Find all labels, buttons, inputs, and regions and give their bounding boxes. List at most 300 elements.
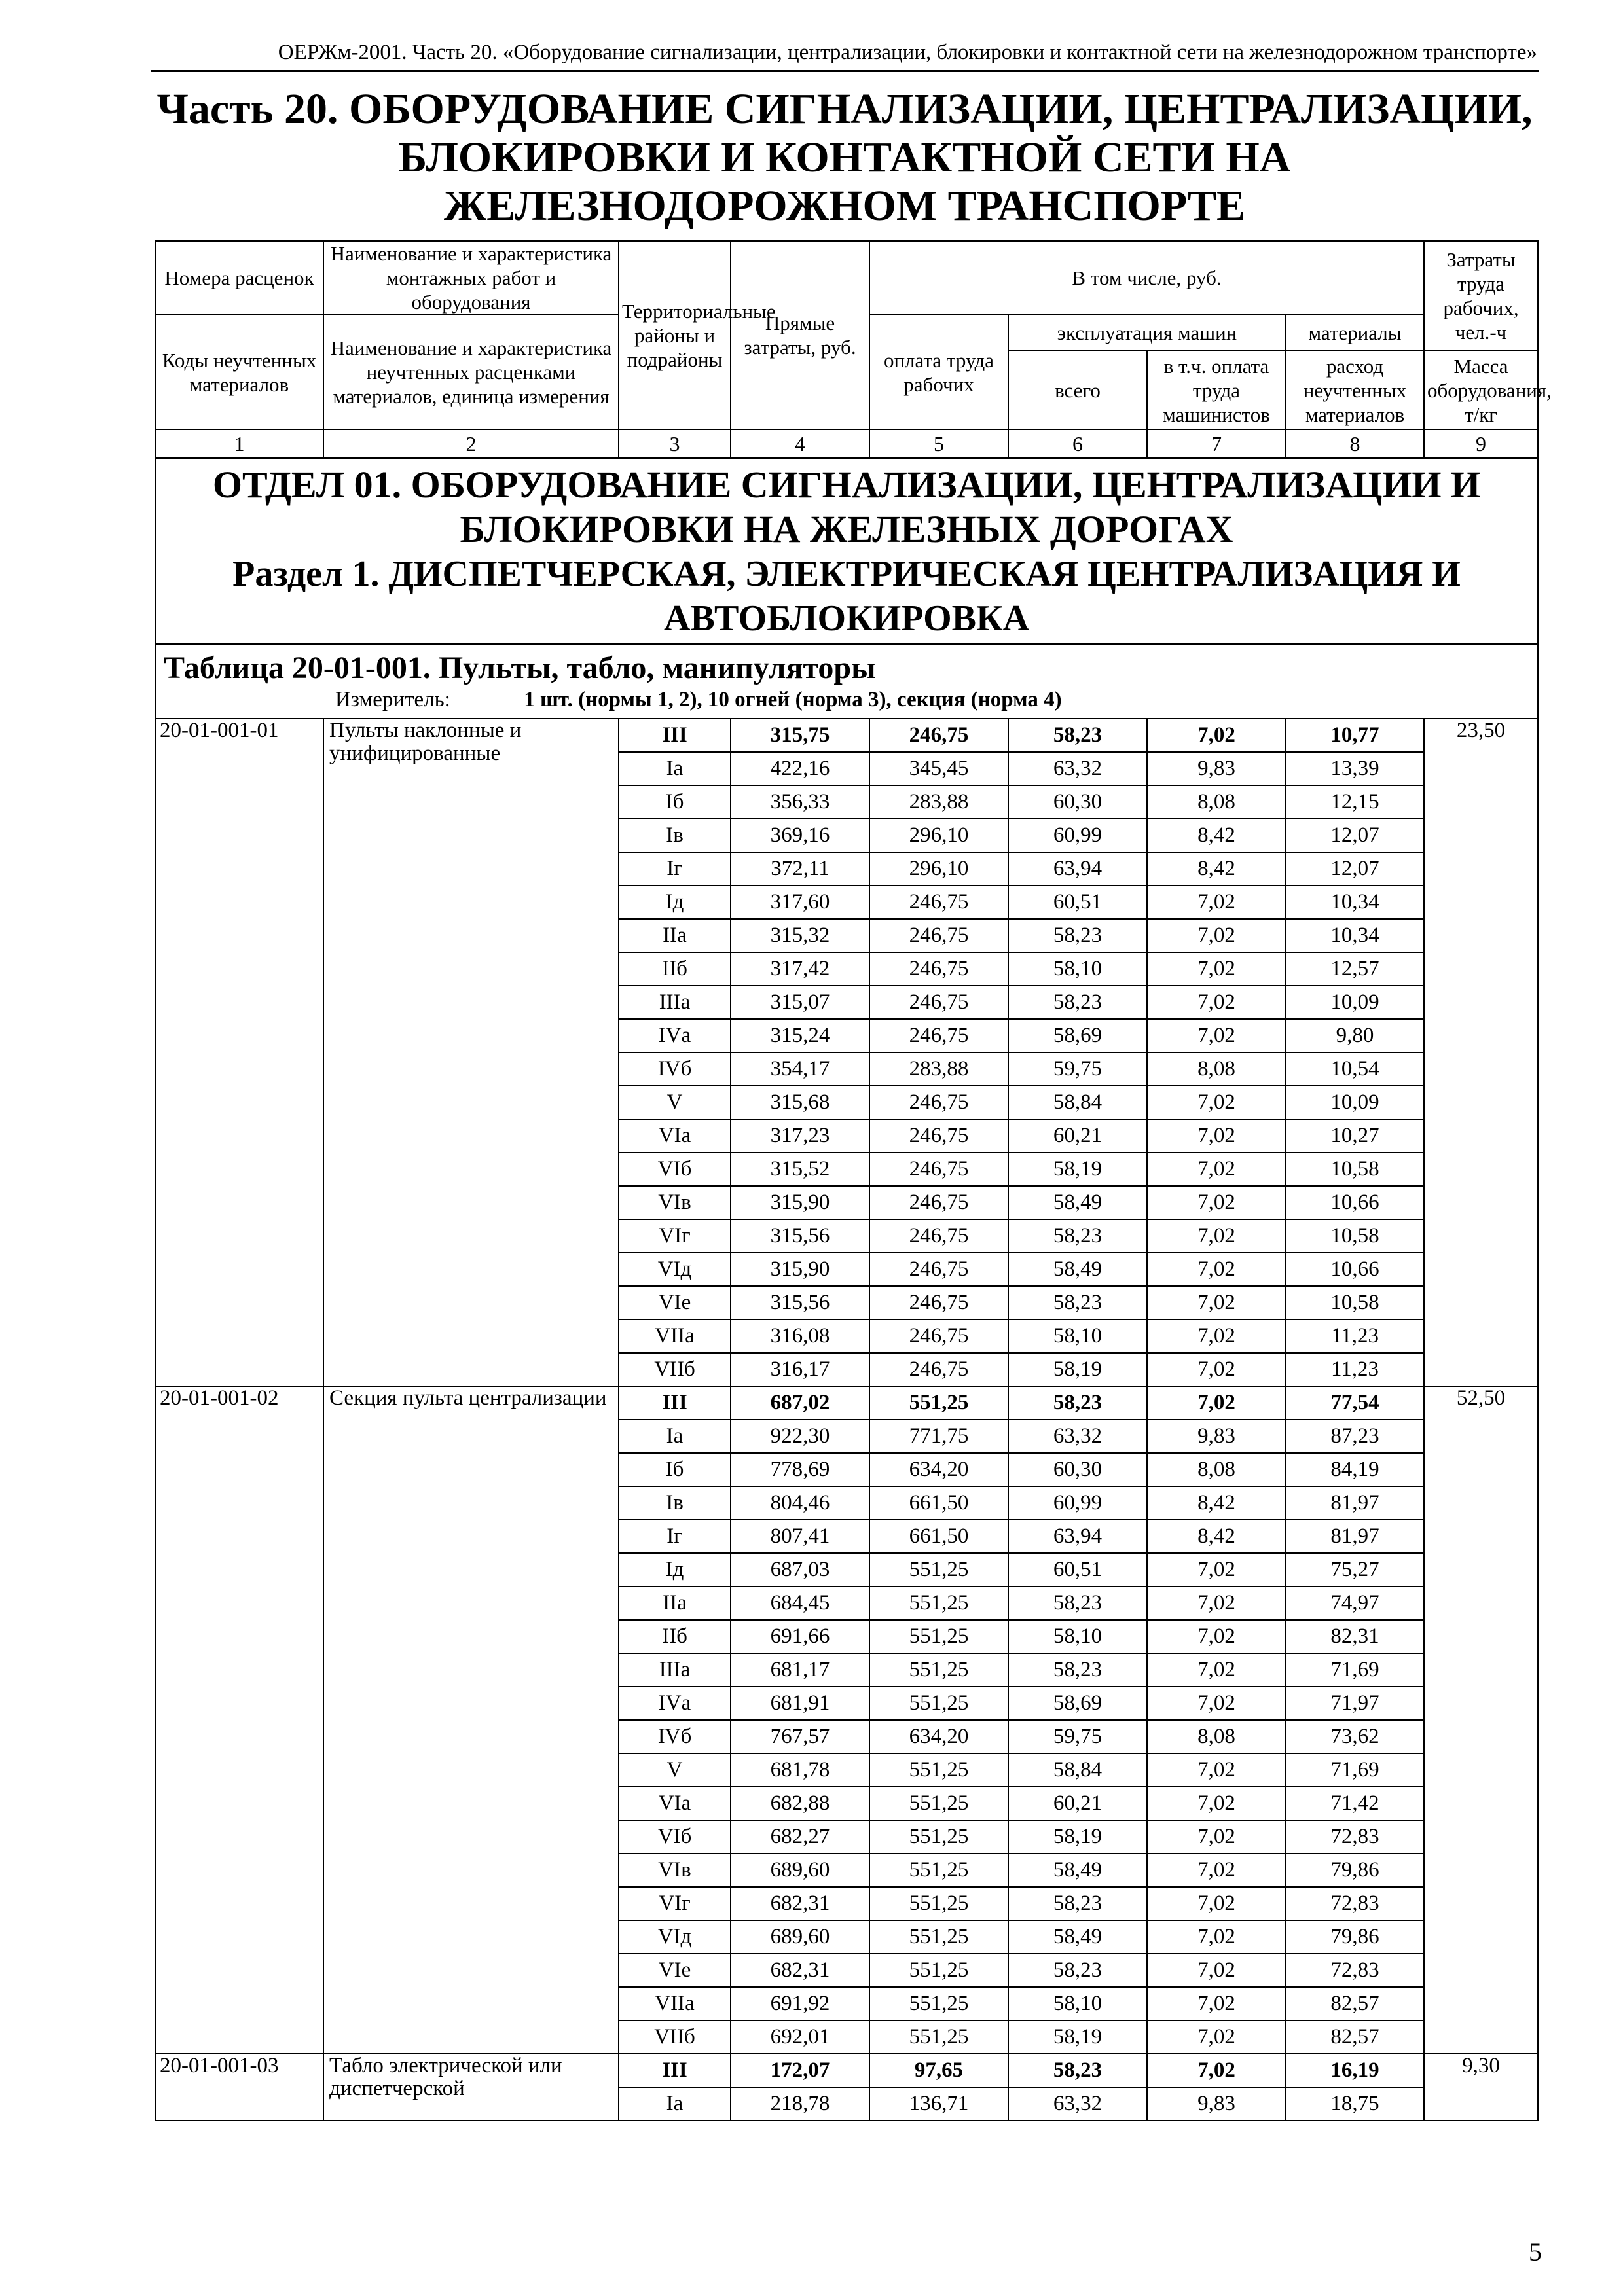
district-cell: V: [619, 1753, 731, 1787]
direct-costs-cell: 804,46: [731, 1486, 869, 1520]
district-cell: IIб: [619, 952, 731, 986]
materials-cell: 79,86: [1286, 1920, 1424, 1954]
direct-costs-cell: 316,17: [731, 1353, 869, 1386]
district-cell: Iа: [619, 2087, 731, 2121]
district-cell: VIд: [619, 1253, 731, 1286]
machines-total-cell: 58,23: [1008, 1653, 1147, 1687]
direct-costs-cell: 682,31: [731, 1954, 869, 1987]
machinist-wages-cell: 8,42: [1147, 1486, 1286, 1520]
direct-costs-cell: 682,27: [731, 1820, 869, 1854]
worker-wages-cell: 771,75: [869, 1420, 1008, 1453]
measure-line: [164, 687, 1529, 713]
direct-costs-cell: 172,07: [731, 2054, 869, 2087]
direct-costs-cell: 315,24: [731, 1019, 869, 1052]
worker-wages-cell: 246,75: [869, 919, 1008, 952]
district-cell: VIа: [619, 1787, 731, 1820]
worker-wages-cell: 551,25: [869, 1987, 1008, 2020]
district-cell: VIе: [619, 1954, 731, 1987]
district-cell: VIг: [619, 1887, 731, 1920]
machines-total-cell: 63,32: [1008, 752, 1147, 785]
header-labor-costs: Затраты труда рабочих, чел.-ч: [1424, 241, 1538, 351]
materials-cell: 71,69: [1286, 1753, 1424, 1787]
machines-total-cell: 58,23: [1008, 986, 1147, 1019]
worker-wages-cell: 296,10: [869, 852, 1008, 886]
materials-cell: 10,58: [1286, 1219, 1424, 1253]
worker-wages-cell: 551,25: [869, 1620, 1008, 1653]
header-equipment-mass: Масса оборудования, т/кг: [1424, 351, 1538, 429]
machines-total-cell: 58,49: [1008, 1253, 1147, 1286]
machinist-wages-cell: 7,02: [1147, 1954, 1286, 1987]
materials-cell: 82,57: [1286, 2020, 1424, 2054]
machinist-wages-cell: 7,02: [1147, 1286, 1286, 1319]
direct-costs-cell: 778,69: [731, 1453, 869, 1486]
direct-costs-cell: 354,17: [731, 1052, 869, 1086]
machinist-wages-cell: 7,02: [1147, 1653, 1286, 1687]
machinist-wages-cell: 7,02: [1147, 886, 1286, 919]
district-cell: III: [619, 719, 731, 752]
materials-cell: 12,07: [1286, 819, 1424, 852]
materials-cell: 18,75: [1286, 2087, 1424, 2121]
machinist-wages-cell: 7,02: [1147, 1019, 1286, 1052]
direct-costs-cell: 315,32: [731, 919, 869, 952]
section-heading: [155, 458, 1538, 644]
column-number: 4: [731, 429, 869, 458]
direct-costs-cell: 687,03: [731, 1553, 869, 1587]
materials-cell: 10,34: [1286, 886, 1424, 919]
column-number: 8: [1286, 429, 1424, 458]
worker-wages-cell: 246,75: [869, 1353, 1008, 1386]
labor-cost: 23,50: [1424, 719, 1538, 1386]
razdel-title: Раздел 1. ДИСПЕТЧЕРСКАЯ, ЭЛЕКТРИЧЕСКАЯ ЦЕНТРАЛИЗАЦИЯ И АВТОБЛОКИРОВКА: [232, 554, 1461, 639]
header-material-codes: Коды неучтенных материалов: [155, 315, 323, 429]
materials-cell: 9,80: [1286, 1019, 1424, 1052]
district-cell: Iг: [619, 852, 731, 886]
machines-total-cell: 58,19: [1008, 1153, 1147, 1186]
worker-wages-cell: 246,75: [869, 1019, 1008, 1052]
district-cell: Iг: [619, 1520, 731, 1553]
district-cell: IIб: [619, 1620, 731, 1653]
machines-total-cell: 63,94: [1008, 852, 1147, 886]
machinist-wages-cell: 7,02: [1147, 2020, 1286, 2054]
rate-code: 20-01-001-02: [155, 1386, 323, 2054]
worker-wages-cell: 246,75: [869, 986, 1008, 1019]
machinist-wages-cell: 7,02: [1147, 1353, 1286, 1386]
machinist-wages-cell: 7,02: [1147, 1687, 1286, 1720]
materials-cell: 10,66: [1286, 1186, 1424, 1219]
column-number: 5: [869, 429, 1008, 458]
materials-cell: 10,27: [1286, 1119, 1424, 1153]
machinist-wages-cell: 9,83: [1147, 1420, 1286, 1453]
header-rate-numbers: Номера расценок: [155, 241, 323, 315]
table-heading: [155, 644, 1538, 719]
district-cell: VIв: [619, 1186, 731, 1219]
worker-wages-cell: 551,25: [869, 1787, 1008, 1820]
worker-wages-cell: 634,20: [869, 1453, 1008, 1486]
worker-wages-cell: 551,25: [869, 1753, 1008, 1787]
district-cell: Iв: [619, 819, 731, 852]
machines-total-cell: 58,19: [1008, 1820, 1147, 1854]
machines-total-cell: 58,49: [1008, 1186, 1147, 1219]
table-row: [155, 2054, 1538, 2087]
materials-cell: 87,23: [1286, 1420, 1424, 1453]
direct-costs-cell: 691,66: [731, 1620, 869, 1653]
header-material-names: Наименование и характеристика неучтенных расценками материалов, единица измерения: [323, 315, 619, 429]
machinist-wages-cell: 7,02: [1147, 1553, 1286, 1587]
part-title: Часть 20. ОБОРУДОВАНИЕ СИГНАЛИЗАЦИИ, ЦЕНТРАЛИЗАЦИИ, БЛОКИРОВКИ И КОНТАКТНОЙ СЕТИ НА ЖЕЛЕЗНОДОРОЖНОМ ТРАНСПОРТЕ: [156, 85, 1533, 230]
header-worker-wages: оплата труда рабочих: [869, 315, 1008, 429]
worker-wages-cell: 246,75: [869, 719, 1008, 752]
worker-wages-cell: 246,75: [869, 1219, 1008, 1253]
rate-name: Табло электрической или диспетчерской: [323, 2054, 619, 2121]
materials-cell: 10,77: [1286, 719, 1424, 752]
machinist-wages-cell: 7,02: [1147, 1253, 1286, 1286]
direct-costs-cell: 317,42: [731, 952, 869, 986]
machinist-wages-cell: 9,83: [1147, 752, 1286, 785]
machines-total-cell: 59,75: [1008, 1052, 1147, 1086]
direct-costs-cell: 681,78: [731, 1753, 869, 1787]
rate-code: 20-01-001-01: [155, 719, 323, 1386]
direct-costs-cell: 315,90: [731, 1186, 869, 1219]
worker-wages-cell: 551,25: [869, 1553, 1008, 1587]
machines-total-cell: 58,84: [1008, 1753, 1147, 1787]
worker-wages-cell: 551,25: [869, 1587, 1008, 1620]
machines-total-cell: 58,10: [1008, 1987, 1147, 2020]
header-unaccounted-materials: расход неучтенных материалов: [1286, 351, 1424, 429]
worker-wages-cell: 246,75: [869, 1319, 1008, 1353]
worker-wages-cell: 551,25: [869, 1653, 1008, 1687]
direct-costs-cell: 682,88: [731, 1787, 869, 1820]
materials-cell: 12,15: [1286, 785, 1424, 819]
machines-total-cell: 58,69: [1008, 1687, 1147, 1720]
district-cell: Iд: [619, 886, 731, 919]
machines-total-cell: 58,19: [1008, 1353, 1147, 1386]
worker-wages-cell: 246,75: [869, 1186, 1008, 1219]
machinist-wages-cell: 7,02: [1147, 1787, 1286, 1820]
machinist-wages-cell: 7,02: [1147, 952, 1286, 986]
machines-total-cell: 60,21: [1008, 1119, 1147, 1153]
materials-cell: 71,42: [1286, 1787, 1424, 1820]
district-cell: VIIб: [619, 2020, 731, 2054]
direct-costs-cell: 689,60: [731, 1920, 869, 1954]
header-machines-total: всего: [1008, 351, 1147, 429]
district-cell: IIа: [619, 919, 731, 952]
materials-cell: 77,54: [1286, 1386, 1424, 1420]
district-cell: IVб: [619, 1052, 731, 1086]
machines-total-cell: 63,32: [1008, 1420, 1147, 1453]
machinist-wages-cell: 7,02: [1147, 1987, 1286, 2020]
column-number: 2: [323, 429, 619, 458]
machines-total-cell: 58,23: [1008, 1954, 1147, 1987]
materials-cell: 82,31: [1286, 1620, 1424, 1653]
district-cell: VIд: [619, 1920, 731, 1954]
machinist-wages-cell: 7,02: [1147, 1620, 1286, 1653]
table-row: [155, 1386, 1538, 1420]
machinist-wages-cell: 8,08: [1147, 1453, 1286, 1486]
column-number: 7: [1147, 429, 1286, 458]
worker-wages-cell: 551,25: [869, 1854, 1008, 1887]
district-cell: IIа: [619, 1587, 731, 1620]
worker-wages-cell: 661,50: [869, 1520, 1008, 1553]
district-cell: IVа: [619, 1019, 731, 1052]
machines-total-cell: 58,23: [1008, 1887, 1147, 1920]
materials-cell: 73,62: [1286, 1720, 1424, 1753]
header-materials: материалы: [1286, 315, 1424, 351]
materials-cell: 79,86: [1286, 1854, 1424, 1887]
direct-costs-cell: 315,07: [731, 986, 869, 1019]
materials-cell: 10,09: [1286, 1086, 1424, 1119]
district-cell: VIIа: [619, 1987, 731, 2020]
department-title: ОТДЕЛ 01. ОБОРУДОВАНИЕ СИГНАЛИЗАЦИИ, ЦЕНТРАЛИЗАЦИИ И БЛОКИРОВКИ НА ЖЕЛЕЗНЫХ ДОРОГАХ: [212, 463, 1481, 550]
page-number: 5: [1529, 2237, 1542, 2267]
materials-cell: 10,66: [1286, 1253, 1424, 1286]
materials-cell: 72,83: [1286, 1887, 1424, 1920]
header-work-name: Наименование и характеристика монтажных работ и оборудования: [323, 241, 619, 315]
direct-costs-cell: 422,16: [731, 752, 869, 785]
machinist-wages-cell: 7,02: [1147, 1920, 1286, 1954]
direct-costs-cell: 315,52: [731, 1153, 869, 1186]
machinist-wages-cell: 7,02: [1147, 1186, 1286, 1219]
header-machine-operation: эксплуатация машин: [1008, 315, 1286, 351]
labor-cost: 52,50: [1424, 1386, 1538, 2054]
column-number: 3: [619, 429, 731, 458]
direct-costs-cell: 691,92: [731, 1987, 869, 2020]
machinist-wages-cell: 7,02: [1147, 986, 1286, 1019]
machinist-wages-cell: 8,42: [1147, 819, 1286, 852]
direct-costs-cell: 369,16: [731, 819, 869, 852]
header-machinist-wages: в т.ч. оплата труда машинистов: [1147, 351, 1286, 429]
worker-wages-cell: 551,25: [869, 1954, 1008, 1987]
district-cell: VIIб: [619, 1353, 731, 1386]
direct-costs-cell: 689,60: [731, 1854, 869, 1887]
materials-cell: 72,83: [1286, 1954, 1424, 1987]
worker-wages-cell: 551,25: [869, 2020, 1008, 2054]
measure-value: 1 шт. (нормы 1, 2), 10 огней (норма 3), секция (норма 4): [524, 688, 1062, 711]
direct-costs-cell: 315,75: [731, 719, 869, 752]
machines-total-cell: 58,49: [1008, 1920, 1147, 1954]
direct-costs-cell: 372,11: [731, 852, 869, 886]
worker-wages-cell: 345,45: [869, 752, 1008, 785]
machines-total-cell: 60,30: [1008, 1453, 1147, 1486]
machines-total-cell: 58,23: [1008, 1587, 1147, 1620]
header-rule: [151, 70, 1539, 72]
machinist-wages-cell: 7,02: [1147, 1219, 1286, 1253]
direct-costs-cell: 315,56: [731, 1219, 869, 1253]
table-title: Таблица 20-01-001. Пульты, табло, манипуляторы: [164, 651, 876, 685]
direct-costs-cell: 692,01: [731, 2020, 869, 2054]
worker-wages-cell: 136,71: [869, 2087, 1008, 2121]
district-cell: Iб: [619, 785, 731, 819]
worker-wages-cell: 283,88: [869, 785, 1008, 819]
table-row: [155, 719, 1538, 752]
district-cell: VIIа: [619, 1319, 731, 1353]
machines-total-cell: 60,51: [1008, 886, 1147, 919]
district-cell: III: [619, 1386, 731, 1420]
worker-wages-cell: 246,75: [869, 1119, 1008, 1153]
direct-costs-cell: 681,17: [731, 1653, 869, 1687]
machinist-wages-cell: 7,02: [1147, 1086, 1286, 1119]
worker-wages-cell: 246,75: [869, 1086, 1008, 1119]
materials-cell: 10,54: [1286, 1052, 1424, 1086]
machines-total-cell: 58,19: [1008, 2020, 1147, 2054]
machinist-wages-cell: 8,08: [1147, 1052, 1286, 1086]
worker-wages-cell: 551,25: [869, 1887, 1008, 1920]
column-number: 6: [1008, 429, 1147, 458]
materials-cell: 71,97: [1286, 1687, 1424, 1720]
machinist-wages-cell: 8,42: [1147, 852, 1286, 886]
district-cell: VIе: [619, 1286, 731, 1319]
direct-costs-cell: 218,78: [731, 2087, 869, 2121]
machines-total-cell: 58,23: [1008, 1386, 1147, 1420]
materials-cell: 16,19: [1286, 2054, 1424, 2087]
machinist-wages-cell: 9,83: [1147, 2087, 1286, 2121]
worker-wages-cell: 246,75: [869, 1286, 1008, 1319]
worker-wages-cell: 551,25: [869, 1386, 1008, 1420]
direct-costs-cell: 807,41: [731, 1520, 869, 1553]
materials-cell: 13,39: [1286, 752, 1424, 785]
district-cell: IVа: [619, 1687, 731, 1720]
materials-cell: 81,97: [1286, 1520, 1424, 1553]
materials-cell: 84,19: [1286, 1453, 1424, 1486]
worker-wages-cell: 551,25: [869, 1820, 1008, 1854]
machines-total-cell: 58,23: [1008, 1219, 1147, 1253]
rates-table: [155, 240, 1552, 2121]
materials-cell: 12,07: [1286, 852, 1424, 886]
machines-total-cell: 60,51: [1008, 1553, 1147, 1587]
worker-wages-cell: 246,75: [869, 886, 1008, 919]
machinist-wages-cell: 7,02: [1147, 1386, 1286, 1420]
direct-costs-cell: 767,57: [731, 1720, 869, 1753]
machines-total-cell: 58,84: [1008, 1086, 1147, 1119]
machines-total-cell: 58,23: [1008, 919, 1147, 952]
worker-wages-cell: 551,25: [869, 1920, 1008, 1954]
measure-label: Измеритель:: [335, 688, 450, 711]
rate-code: 20-01-001-03: [155, 2054, 323, 2121]
column-number: 1: [155, 429, 323, 458]
column-number: 9: [1424, 429, 1538, 458]
machinist-wages-cell: 7,02: [1147, 1820, 1286, 1854]
machines-total-cell: 58,10: [1008, 1319, 1147, 1353]
machines-total-cell: 58,69: [1008, 1019, 1147, 1052]
direct-costs-cell: 922,30: [731, 1420, 869, 1453]
machinist-wages-cell: 7,02: [1147, 1587, 1286, 1620]
materials-cell: 10,09: [1286, 986, 1424, 1019]
worker-wages-cell: 551,25: [869, 1687, 1008, 1720]
machinist-wages-cell: 7,02: [1147, 2054, 1286, 2087]
machines-total-cell: 58,23: [1008, 719, 1147, 752]
worker-wages-cell: 246,75: [869, 1153, 1008, 1186]
machinist-wages-cell: 8,08: [1147, 1720, 1286, 1753]
materials-cell: 82,57: [1286, 1987, 1424, 2020]
district-cell: Iа: [619, 1420, 731, 1453]
worker-wages-cell: 283,88: [869, 1052, 1008, 1086]
materials-cell: 72,83: [1286, 1820, 1424, 1854]
materials-cell: 10,58: [1286, 1153, 1424, 1186]
header-direct-costs: Прямые затраты, руб.: [731, 241, 869, 429]
machines-total-cell: 58,23: [1008, 1286, 1147, 1319]
machines-total-cell: 63,32: [1008, 2087, 1147, 2121]
machines-total-cell: 60,99: [1008, 1486, 1147, 1520]
machinist-wages-cell: 7,02: [1147, 1319, 1286, 1353]
district-cell: VIв: [619, 1854, 731, 1887]
rate-name: Пульты наклонные и унифицированные: [323, 719, 619, 1386]
machines-total-cell: 58,23: [1008, 2054, 1147, 2087]
direct-costs-cell: 317,60: [731, 886, 869, 919]
direct-costs-cell: 315,68: [731, 1086, 869, 1119]
materials-cell: 71,69: [1286, 1653, 1424, 1687]
worker-wages-cell: 634,20: [869, 1720, 1008, 1753]
direct-costs-cell: 684,45: [731, 1587, 869, 1620]
worker-wages-cell: 246,75: [869, 952, 1008, 986]
machines-total-cell: 60,99: [1008, 819, 1147, 852]
machines-total-cell: 58,49: [1008, 1854, 1147, 1887]
direct-costs-cell: 315,90: [731, 1253, 869, 1286]
machinist-wages-cell: 7,02: [1147, 919, 1286, 952]
materials-cell: 81,97: [1286, 1486, 1424, 1520]
machinist-wages-cell: 8,08: [1147, 785, 1286, 819]
worker-wages-cell: 246,75: [869, 1253, 1008, 1286]
direct-costs-cell: 317,23: [731, 1119, 869, 1153]
machines-total-cell: 59,75: [1008, 1720, 1147, 1753]
district-cell: VIб: [619, 1153, 731, 1186]
district-cell: V: [619, 1086, 731, 1119]
header-territorial-districts: Территориальные районы и подрайоны: [619, 241, 731, 429]
district-cell: Iд: [619, 1553, 731, 1587]
machinist-wages-cell: 7,02: [1147, 1153, 1286, 1186]
materials-cell: 75,27: [1286, 1553, 1424, 1587]
machines-total-cell: 63,94: [1008, 1520, 1147, 1553]
machinist-wages-cell: 7,02: [1147, 1854, 1286, 1887]
labor-cost: 9,30: [1424, 2054, 1538, 2121]
worker-wages-cell: 97,65: [869, 2054, 1008, 2087]
machinist-wages-cell: 7,02: [1147, 1887, 1286, 1920]
worker-wages-cell: 661,50: [869, 1486, 1008, 1520]
machinist-wages-cell: 7,02: [1147, 719, 1286, 752]
district-cell: VIб: [619, 1820, 731, 1854]
district-cell: IVб: [619, 1720, 731, 1753]
district-cell: IIIа: [619, 1653, 731, 1687]
header-including: В том числе, руб.: [869, 241, 1424, 315]
running-header: ОЕРЖм-2001. Часть 20. «Оборудование сигнализации, централизации, блокировки и контактной сети на железнодорожном транспорте»: [278, 41, 1537, 64]
direct-costs-cell: 315,56: [731, 1286, 869, 1319]
machines-total-cell: 58,10: [1008, 1620, 1147, 1653]
machines-total-cell: 60,21: [1008, 1787, 1147, 1820]
district-cell: Iб: [619, 1453, 731, 1486]
direct-costs-cell: 687,02: [731, 1386, 869, 1420]
materials-cell: 11,23: [1286, 1353, 1424, 1386]
machines-total-cell: 60,30: [1008, 785, 1147, 819]
machinist-wages-cell: 7,02: [1147, 1753, 1286, 1787]
district-cell: Iа: [619, 752, 731, 785]
materials-cell: 10,58: [1286, 1286, 1424, 1319]
machines-total-cell: 58,10: [1008, 952, 1147, 986]
direct-costs-cell: 356,33: [731, 785, 869, 819]
worker-wages-cell: 296,10: [869, 819, 1008, 852]
district-cell: VIа: [619, 1119, 731, 1153]
district-cell: Iв: [619, 1486, 731, 1520]
district-cell: III: [619, 2054, 731, 2087]
direct-costs-cell: 316,08: [731, 1319, 869, 1353]
direct-costs-cell: 682,31: [731, 1887, 869, 1920]
materials-cell: 11,23: [1286, 1319, 1424, 1353]
materials-cell: 74,97: [1286, 1587, 1424, 1620]
materials-cell: 12,57: [1286, 952, 1424, 986]
materials-cell: 10,34: [1286, 919, 1424, 952]
direct-costs-cell: 681,91: [731, 1687, 869, 1720]
district-cell: VIг: [619, 1219, 731, 1253]
machinist-wages-cell: 8,42: [1147, 1520, 1286, 1553]
district-cell: IIIа: [619, 986, 731, 1019]
rate-name: Секция пульта централизации: [323, 1386, 619, 2054]
